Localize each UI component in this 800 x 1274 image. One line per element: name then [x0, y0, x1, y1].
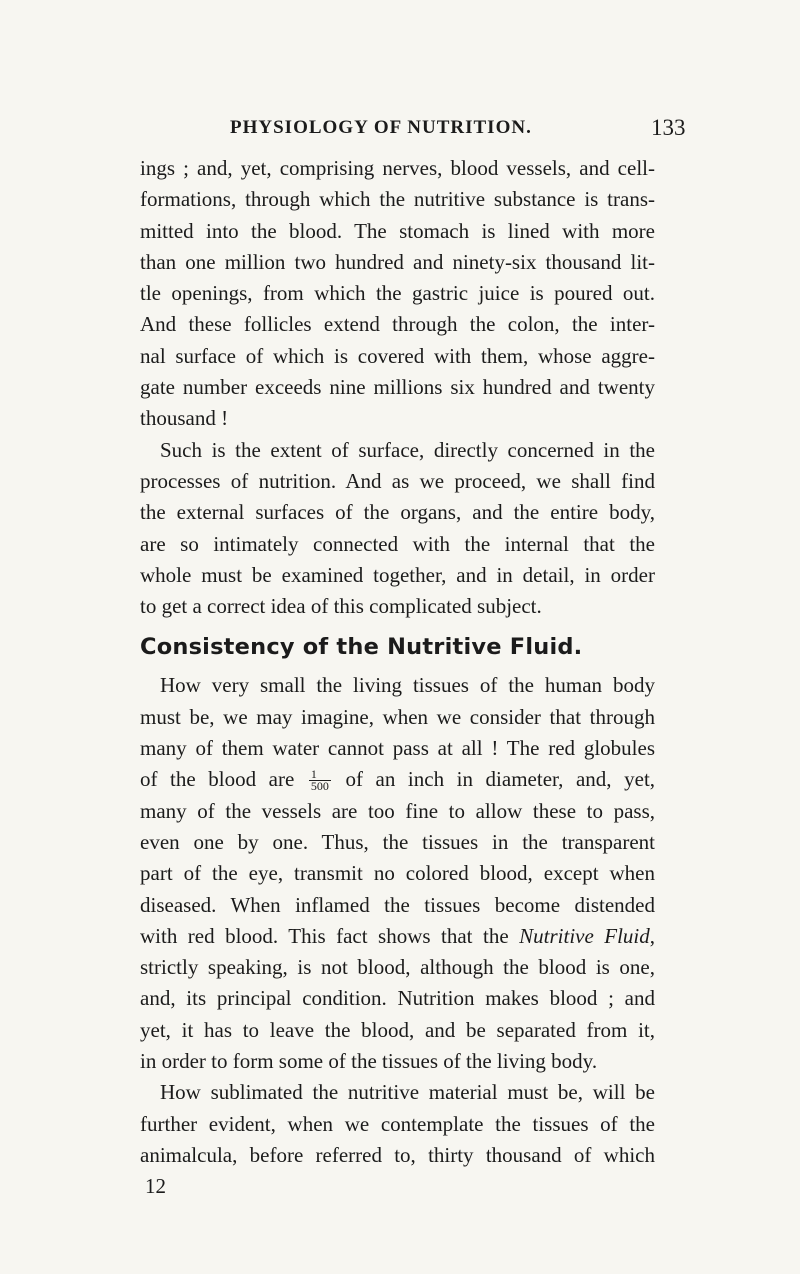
text-line: How sublimated the nutritive material must be, will be — [160, 1080, 655, 1105]
text-line: yet, it has to leave the blood, and be separated from it, — [140, 1017, 655, 1042]
page-number: 133 — [651, 115, 686, 140]
text-line: further evident, when we contemplate the tissues of the — [140, 1111, 655, 1136]
signature-mark: 12 — [145, 1174, 166, 1199]
text-line: And these follicles extend through the colon, the inter- — [140, 312, 655, 337]
text-line: in order to form some of the tissues of the living body. — [140, 1049, 598, 1074]
text-line: even one by one. Thus, the tissues in the transparent — [140, 829, 655, 854]
text-line: strictly speaking, is not blood, although the blood is one, — [140, 955, 655, 980]
paragraph-1 — [140, 153, 655, 435]
text-line: thousand ! — [140, 406, 229, 431]
text-line: many of them water cannot pass at all ! The red globules — [140, 736, 655, 761]
text-line: than one million two hundred and ninety-six thousand lit- — [140, 249, 655, 274]
paragraph-2 — [140, 435, 655, 623]
text-line-with-italic — [140, 921, 655, 952]
fraction — [309, 769, 331, 792]
paragraph-3 — [140, 670, 655, 1077]
text-fragment: of the blood are — [140, 767, 295, 792]
text-fragment: , — [649, 923, 656, 948]
paragraph-4 — [140, 1077, 655, 1171]
text-line: many of the vessels are too fine to allow these to pass, — [140, 798, 655, 823]
fraction-numerator: 1 — [309, 769, 331, 781]
text-line: Such is the extent of surface, directly concerned in the — [160, 437, 655, 462]
text-line: must be, we may imagine, when we consider that through — [140, 704, 655, 729]
text-line: tle openings, from which the gastric juice is poured out. — [140, 281, 655, 306]
text-line: ings ; and, yet, comprising nerves, blood vessels, and cell- — [140, 156, 655, 180]
text-line-with-fraction — [140, 764, 655, 795]
text-fragment: of an inch in diameter, and, yet, — [345, 767, 656, 792]
text-line: nal surface of which is covered with them, whose aggre- — [140, 343, 655, 368]
text-line: How very small the living tissues of the human body — [160, 673, 655, 698]
running-head — [0, 117, 800, 147]
text-line: diseased. When inflamed the tissues become distended — [140, 892, 655, 917]
running-title: PHYSIOLOGY OF NUTRITION. — [230, 117, 532, 138]
text-line: to get a correct idea of this complicated subject. — [140, 594, 542, 619]
text-line: part of the eye, transmit no colored blood, except when — [140, 861, 655, 886]
text-line: the external surfaces of the organs, and the entire body, — [140, 500, 655, 525]
section-heading: Consistency of the Nutritive Fluid. — [140, 634, 583, 661]
italic-term: Nutritive Fluid — [519, 923, 650, 948]
text-line: animalcula, before referred to, thirty thousand of which — [140, 1142, 655, 1167]
text-line: are so intimately connected with the internal that the — [140, 531, 655, 556]
text-line: formations, through which the nutritive substance is trans- — [140, 187, 655, 212]
fraction-denominator: 500 — [310, 779, 329, 794]
text-line: mitted into the blood. The stomach is lined with more — [140, 218, 655, 243]
text-line: processes of nutrition. And as we proceed, we shall find — [140, 468, 655, 493]
text-line: gate number exceeds nine millions six hundred and twenty — [140, 375, 655, 400]
body-text — [140, 153, 655, 1202]
text-line: and, its principal condition. Nutrition makes blood ; and — [140, 986, 655, 1011]
text-line: whole must be examined together, and in detail, in order — [140, 562, 655, 587]
text-fragment: with red blood. This fact shows that the — [140, 923, 509, 948]
